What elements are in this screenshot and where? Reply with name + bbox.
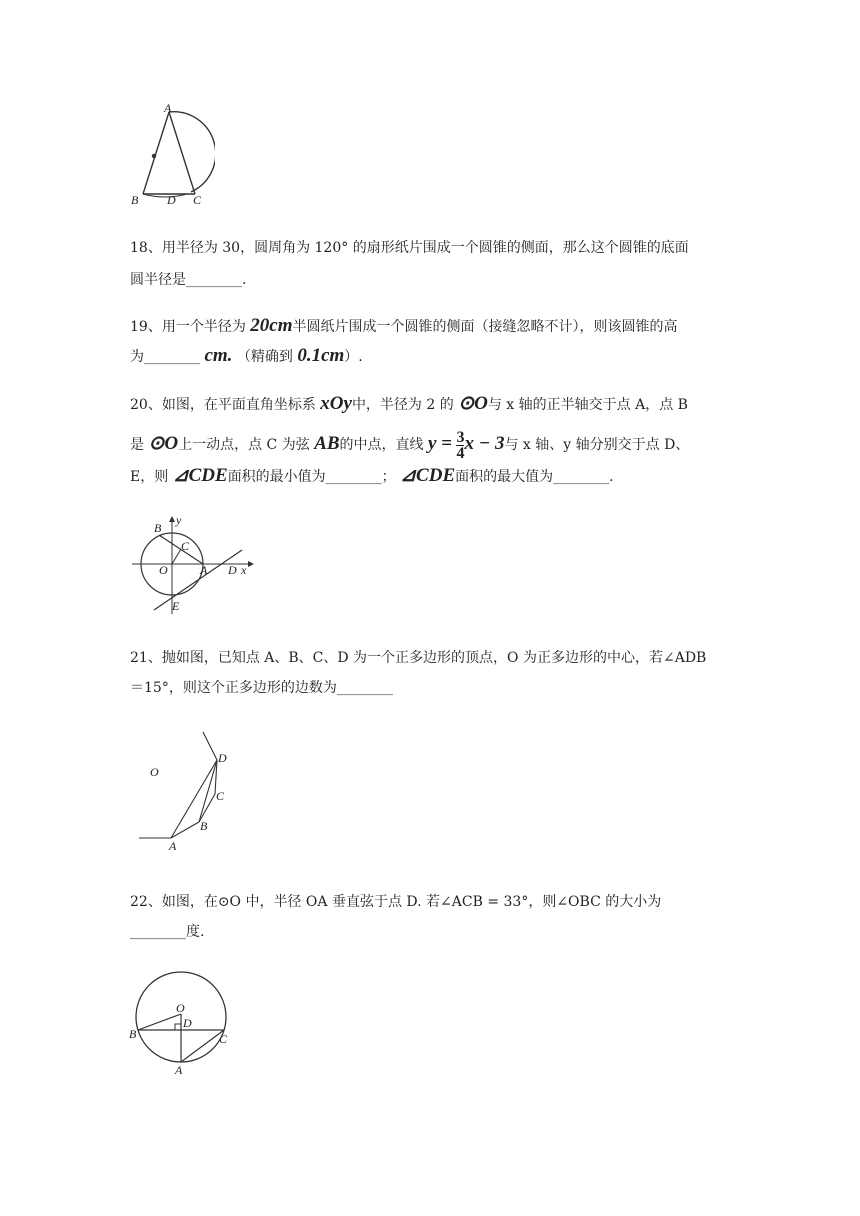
label-O: O [150, 765, 159, 779]
q20-eq-y: y = [428, 433, 453, 454]
q20-line1 [130, 394, 688, 415]
q22-line1: 22、如图，在⊙O 中，半径 OA 垂直弦于点 D. 若∠ACB = 33°，则∠OBC 的大小为 [130, 894, 662, 910]
q20-text-1a: 20、如图，在平面直角坐标系 [130, 397, 316, 413]
q20-circle-o: ⊙O [458, 393, 488, 414]
label-C: C [219, 1032, 228, 1046]
q21-line2: ＝15°，则这个正多边形的边数为________ [130, 680, 393, 696]
label-B: B [129, 1027, 137, 1041]
label-D: D [167, 193, 176, 207]
figure-q22 [126, 966, 236, 1078]
q19-text-d: ）. [344, 349, 363, 365]
q20-text-2d: 与 x 轴、y 轴分别交于点 D、 [504, 437, 690, 453]
label-B: B [154, 521, 162, 535]
q20-text-1b: 中，半径为 2 的 [351, 397, 454, 413]
label-y: y [176, 513, 182, 527]
q20-line2 [130, 426, 689, 462]
label-A: A [200, 563, 208, 577]
label-B: B [131, 193, 139, 207]
label-A: A [169, 839, 177, 853]
q20-triangle-cde: ⊿CDE [172, 465, 228, 486]
label-C: C [216, 789, 225, 803]
figure-q21 [135, 726, 245, 854]
label-O: O [159, 563, 168, 577]
fraction-numerator: 3 [456, 428, 465, 446]
q20-text-3b: 面积的最小值为________； [227, 469, 396, 485]
label-D: D [218, 751, 227, 765]
label-D: D [183, 1016, 192, 1030]
q18-line2: 圆半径是________. [130, 272, 247, 288]
q19-radius: 20cm [250, 315, 293, 336]
q20-text-3a: E，则 [130, 469, 169, 485]
q19-text-b: 半圆纸片围成一个圆锥的侧面（接缝忽略不计），则该圆锥的高 [292, 319, 678, 335]
q21-line1: 21、抛如图，已知点 A、B、C、D 为一个正多边形的顶点，O 为正多边形的中心，若∠ADB [130, 650, 707, 666]
q19-unit: cm. [204, 345, 233, 366]
label-x: x [241, 563, 247, 577]
q20-circle-o-2: ⊙O [148, 433, 179, 454]
fraction-denominator: 4 [456, 444, 465, 462]
q20-triangle-cde-2: ⊿CDE [400, 465, 456, 486]
q20-text-2c: 的中点，直线 [339, 437, 424, 453]
q20-xoy: xOy [320, 393, 352, 414]
q19-line1 [130, 316, 678, 337]
q20-text-2b: 上一动点，点 C 为弦 [178, 437, 310, 453]
q19-precision: 0.1cm [297, 345, 345, 366]
figure-q17 [125, 100, 215, 210]
q20-line3 [130, 466, 614, 487]
q19-line2 [130, 346, 363, 367]
label-O: O [176, 1001, 185, 1015]
label-C: C [181, 539, 190, 553]
label-D: D [228, 563, 237, 577]
q19-text-a: 19、用一个半径为 [130, 319, 246, 335]
q18-line1: 18、用半径为 30，圆周角为 120° 的扇形纸片围成一个圆锥的侧面，那么这个圆锥的底面 [130, 240, 689, 256]
q20-text-3c: 面积的最大值为________. [455, 469, 614, 485]
q20-chord-ab: AB [314, 433, 340, 454]
q20-text-1c: 与 x 轴的正半轴交于点 A，点 B [487, 397, 688, 413]
label-A: A [175, 1063, 183, 1077]
q19-blank: 为________ [130, 349, 200, 365]
figure-q20 [128, 510, 258, 615]
q19-text-c: （精确到 [236, 349, 293, 365]
q22-line2: ________度. [130, 924, 205, 940]
label-B: B [200, 819, 208, 833]
label-E: E [172, 599, 180, 613]
q20-eq-rest: x − 3 [464, 433, 505, 454]
label-A: A [164, 101, 172, 115]
label-C: C [193, 193, 202, 207]
q20-text-2a: 是 [130, 437, 144, 453]
